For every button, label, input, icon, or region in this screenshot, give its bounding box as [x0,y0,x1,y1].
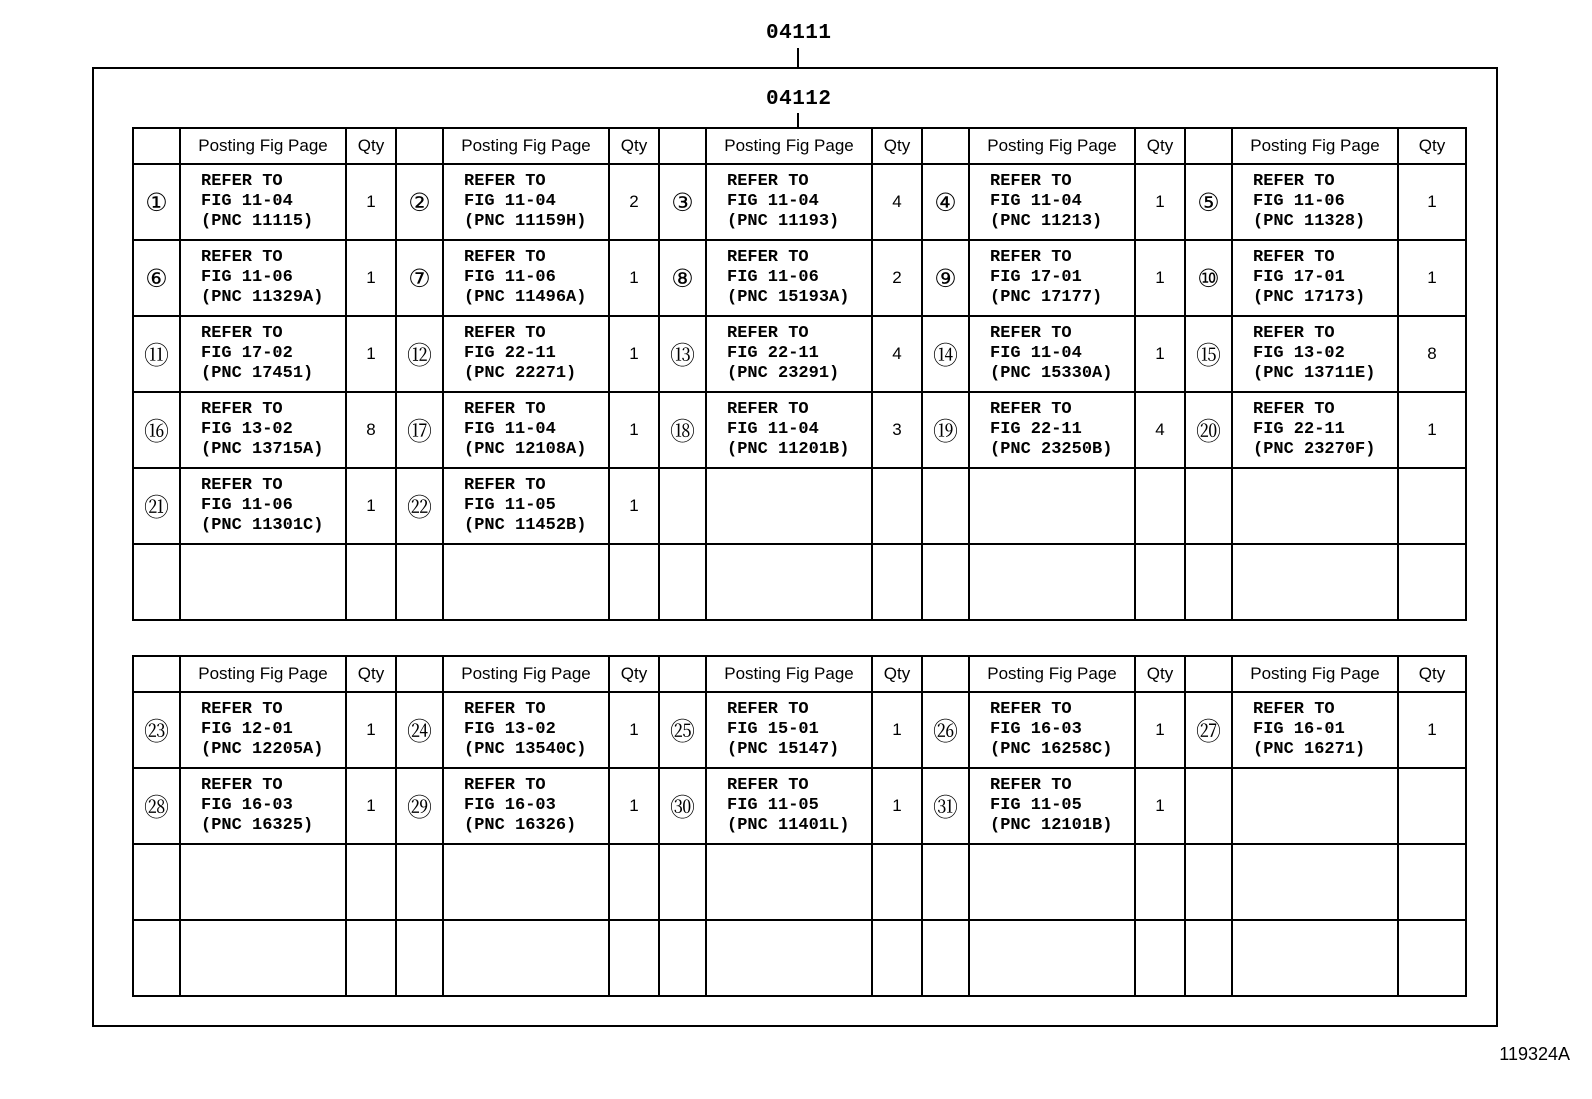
figure-code: 119324A [1499,1044,1570,1064]
parts-table-1 [132,127,1467,621]
reference-line: REFER TO [201,700,283,719]
header-qty: Qty [1135,656,1185,692]
qty-cell [1398,768,1466,844]
reference-line: (PNC 11193) [727,212,840,231]
reference-line: (PNC 13715A) [201,440,324,459]
table-row [133,692,1466,768]
reference-line: REFER TO [727,776,809,795]
header-posting-fig-page: Posting Fig Page [443,656,609,692]
reference-line: REFER TO [1253,324,1335,343]
header-posting-fig-page: Posting Fig Page [180,656,346,692]
qty-cell: 4 [872,164,922,240]
item-number: ㉒ [396,468,443,544]
reference-cell [1232,920,1398,996]
item-number: ⑯ [133,392,180,468]
header-num-cell [922,656,969,692]
header-num-cell [922,128,969,164]
item-number: ㉔ [396,692,443,768]
qty-cell [1135,844,1185,920]
reference-line: (PNC 11301C) [201,516,324,535]
reference-cell [1232,316,1398,392]
header-num-cell [659,656,706,692]
reference-line: FIG 11-06 [464,268,556,287]
reference-cell [706,768,872,844]
reference-cell [443,164,609,240]
reference-line: REFER TO [464,700,546,719]
reference-cell [180,316,346,392]
item-number [396,544,443,620]
qty-cell [609,844,659,920]
qty-cell: 1 [346,468,396,544]
qty-cell [872,844,922,920]
reference-line: REFER TO [201,776,283,795]
reference-cell [1232,844,1398,920]
header-num-cell [133,656,180,692]
reference-line: (PNC 15330A) [990,364,1113,383]
qty-cell: 2 [609,164,659,240]
reference-cell [443,692,609,768]
reference-cell [1232,692,1398,768]
item-number [396,920,443,996]
item-number: ㉖ [922,692,969,768]
item-number [922,468,969,544]
item-number: ⑰ [396,392,443,468]
qty-cell: 1 [1398,692,1466,768]
qty-cell [1135,544,1185,620]
header-num-cell [1185,656,1232,692]
item-number [1185,544,1232,620]
qty-cell: 1 [346,240,396,316]
item-number [1185,920,1232,996]
reference-line: FIG 17-01 [1253,268,1345,287]
qty-cell [609,920,659,996]
reference-line: REFER TO [1253,172,1335,191]
reference-line: FIG 11-04 [727,192,819,211]
reference-line: REFER TO [727,172,809,191]
qty-cell [872,468,922,544]
item-number: ④ [922,164,969,240]
reference-line: FIG 17-01 [990,268,1082,287]
qty-cell [1135,920,1185,996]
header-qty: Qty [346,656,396,692]
header-qty: Qty [1398,128,1466,164]
reference-line: REFER TO [990,400,1072,419]
qty-cell: 1 [1135,164,1185,240]
reference-cell [443,844,609,920]
reference-line: (PNC 15193A) [727,288,850,307]
reference-line: (PNC 12205A) [201,740,324,759]
reference-line: REFER TO [727,248,809,267]
item-number [396,844,443,920]
reference-line: (PNC 11401L) [727,816,850,835]
qty-cell [1398,920,1466,996]
reference-cell [706,164,872,240]
reference-line: REFER TO [727,324,809,343]
reference-cell [706,544,872,620]
item-number [659,844,706,920]
reference-cell [180,544,346,620]
header-qty: Qty [609,656,659,692]
item-number [1185,844,1232,920]
reference-cell [706,468,872,544]
inner-assembly-label: 04112 [766,88,832,111]
reference-line: FIG 11-06 [201,496,293,515]
header-row [133,656,1466,692]
qty-cell: 1 [609,316,659,392]
reference-cell [443,920,609,996]
qty-cell: 1 [346,164,396,240]
table-row [133,392,1466,468]
qty-cell [1398,468,1466,544]
item-number: ① [133,164,180,240]
reference-line: REFER TO [1253,400,1335,419]
header-qty: Qty [609,128,659,164]
reference-line: (PNC 17173) [1253,288,1366,307]
reference-line: FIG 16-03 [990,720,1082,739]
header-qty: Qty [346,128,396,164]
reference-line: REFER TO [990,776,1072,795]
reference-cell [1232,164,1398,240]
reference-line: REFER TO [727,400,809,419]
qty-cell [1398,544,1466,620]
header-qty: Qty [872,656,922,692]
table-row [133,316,1466,392]
qty-cell: 1 [1135,768,1185,844]
header-posting-fig-page: Posting Fig Page [1232,128,1398,164]
reference-line: REFER TO [464,248,546,267]
qty-cell: 1 [609,692,659,768]
header-qty: Qty [1398,656,1466,692]
qty-cell [346,544,396,620]
reference-line: REFER TO [464,324,546,343]
reference-line: REFER TO [1253,700,1335,719]
reference-cell [180,392,346,468]
reference-line: (PNC 16326) [464,816,577,835]
reference-cell [1232,768,1398,844]
qty-cell [1398,844,1466,920]
reference-line: (PNC 13711E) [1253,364,1376,383]
reference-cell [969,844,1135,920]
reference-line: FIG 22-11 [1253,420,1345,439]
qty-cell: 3 [872,392,922,468]
reference-line: (PNC 12101B) [990,816,1113,835]
item-number: ㉙ [396,768,443,844]
item-number [922,920,969,996]
item-number: ⑮ [1185,316,1232,392]
item-number: ⑬ [659,316,706,392]
reference-line: (PNC 16325) [201,816,314,835]
qty-cell: 1 [1398,392,1466,468]
item-number: ⑲ [922,392,969,468]
qty-cell: 1 [609,392,659,468]
reference-line: FIG 11-04 [990,192,1082,211]
header-num-cell [396,128,443,164]
qty-cell [346,844,396,920]
reference-line: REFER TO [990,324,1072,343]
reference-line: REFER TO [990,172,1072,191]
item-number: ㉓ [133,692,180,768]
item-number [659,468,706,544]
header-posting-fig-page: Posting Fig Page [706,128,872,164]
header-num-cell [396,656,443,692]
reference-line: FIG 13-02 [464,720,556,739]
item-number [922,844,969,920]
reference-line: (PNC 11496A) [464,288,587,307]
reference-line: REFER TO [464,776,546,795]
reference-line: (PNC 11201B) [727,440,850,459]
reference-cell [1232,392,1398,468]
qty-cell: 4 [872,316,922,392]
reference-cell [443,468,609,544]
reference-line: REFER TO [464,400,546,419]
header-posting-fig-page: Posting Fig Page [706,656,872,692]
reference-cell [180,920,346,996]
item-number: ⑭ [922,316,969,392]
item-number: ⑳ [1185,392,1232,468]
qty-cell: 1 [1398,164,1466,240]
qty-cell: 8 [1398,316,1466,392]
reference-line: (PNC 11329A) [201,288,324,307]
reference-line: REFER TO [990,248,1072,267]
reference-line: FIG 22-11 [727,344,819,363]
item-number: ㉑ [133,468,180,544]
reference-line: REFER TO [201,172,283,191]
reference-cell [706,920,872,996]
reference-cell [969,692,1135,768]
reference-line: (PNC 23270F) [1253,440,1376,459]
item-number [922,544,969,620]
item-number: ⑪ [133,316,180,392]
reference-cell [1232,544,1398,620]
reference-line: (PNC 23291) [727,364,840,383]
reference-line: FIG 11-05 [464,496,556,515]
item-number [1185,468,1232,544]
item-number [659,544,706,620]
reference-line: (PNC 16258C) [990,740,1113,759]
header-num-cell [659,128,706,164]
reference-line: FIG 11-05 [727,796,819,815]
item-number: ⑥ [133,240,180,316]
reference-line: REFER TO [1253,248,1335,267]
reference-line: FIG 13-02 [201,420,293,439]
outer-assembly-label: 04111 [766,22,832,45]
reference-line: (PNC 22271) [464,364,577,383]
reference-line: REFER TO [464,172,546,191]
item-number [133,920,180,996]
reference-cell [180,240,346,316]
reference-cell [180,692,346,768]
reference-line: FIG 13-02 [1253,344,1345,363]
table-row [133,544,1466,620]
reference-cell [180,164,346,240]
table-row [133,468,1466,544]
reference-line: REFER TO [727,700,809,719]
item-number: ㉗ [1185,692,1232,768]
qty-cell: 1 [609,240,659,316]
reference-line: (PNC 11159H) [464,212,587,231]
item-number [1185,768,1232,844]
reference-cell [1232,240,1398,316]
item-number: ⑫ [396,316,443,392]
reference-line: (PNC 17177) [990,288,1103,307]
item-number [133,844,180,920]
table-row [133,920,1466,996]
reference-cell [180,768,346,844]
reference-line: FIG 22-11 [990,420,1082,439]
qty-cell: 1 [346,768,396,844]
qty-cell: 1 [1135,692,1185,768]
reference-cell [180,468,346,544]
reference-line: (PNC 12108A) [464,440,587,459]
reference-line: (PNC 11115) [201,212,314,231]
reference-line: REFER TO [201,476,283,495]
reference-cell [969,316,1135,392]
reference-cell [706,692,872,768]
reference-line: REFER TO [201,248,283,267]
qty-cell: 1 [872,692,922,768]
reference-line: FIG 16-01 [1253,720,1345,739]
reference-line: (PNC 23250B) [990,440,1113,459]
parts-table-2 [132,655,1467,997]
qty-cell: 1 [346,692,396,768]
reference-cell [443,544,609,620]
reference-cell [969,544,1135,620]
header-qty: Qty [872,128,922,164]
reference-line: REFER TO [990,700,1072,719]
reference-line: FIG 11-04 [990,344,1082,363]
reference-cell [969,468,1135,544]
qty-cell: 1 [1135,240,1185,316]
outer-leader-line [797,48,799,67]
reference-cell [180,844,346,920]
reference-line: FIG 11-06 [201,268,293,287]
qty-cell: 8 [346,392,396,468]
reference-line: FIG 11-04 [464,192,556,211]
item-number: ⑦ [396,240,443,316]
item-number: ㉕ [659,692,706,768]
reference-line: (PNC 16271) [1253,740,1366,759]
reference-line: FIG 11-06 [1253,192,1345,211]
qty-cell: 1 [609,468,659,544]
qty-cell [346,920,396,996]
item-number: ⑩ [1185,240,1232,316]
header-posting-fig-page: Posting Fig Page [969,128,1135,164]
reference-line: FIG 11-04 [727,420,819,439]
reference-line: FIG 12-01 [201,720,293,739]
qty-cell: 1 [1135,316,1185,392]
reference-line: (PNC 11328) [1253,212,1366,231]
item-number: ㉚ [659,768,706,844]
item-number: ② [396,164,443,240]
reference-line: (PNC 11213) [990,212,1103,231]
reference-cell [969,920,1135,996]
item-number: ⑨ [922,240,969,316]
reference-cell [706,392,872,468]
qty-cell [609,544,659,620]
table-row [133,164,1466,240]
item-number: ⑱ [659,392,706,468]
reference-cell [706,844,872,920]
reference-line: FIG 16-03 [464,796,556,815]
header-posting-fig-page: Posting Fig Page [969,656,1135,692]
qty-cell: 1 [609,768,659,844]
reference-line: (PNC 11452B) [464,516,587,535]
header-num-cell [133,128,180,164]
item-number: ㉘ [133,768,180,844]
reference-line: REFER TO [201,400,283,419]
header-posting-fig-page: Posting Fig Page [1232,656,1398,692]
reference-cell [969,164,1135,240]
reference-line: FIG 11-06 [727,268,819,287]
reference-cell [706,316,872,392]
table-row [133,844,1466,920]
item-number: ⑤ [1185,164,1232,240]
qty-cell [872,920,922,996]
qty-cell: 2 [872,240,922,316]
item-number [659,920,706,996]
reference-cell [969,392,1135,468]
item-number: ㉛ [922,768,969,844]
qty-cell [872,544,922,620]
reference-line: REFER TO [464,476,546,495]
item-number: ③ [659,164,706,240]
header-posting-fig-page: Posting Fig Page [180,128,346,164]
table-row [133,768,1466,844]
reference-line: FIG 11-04 [201,192,293,211]
qty-cell: 1 [872,768,922,844]
reference-line: REFER TO [201,324,283,343]
inner-leader-line [797,113,799,128]
table-row [133,240,1466,316]
reference-line: FIG 22-11 [464,344,556,363]
reference-line: (PNC 13540C) [464,740,587,759]
qty-cell: 4 [1135,392,1185,468]
item-number [133,544,180,620]
header-posting-fig-page: Posting Fig Page [443,128,609,164]
reference-cell [443,768,609,844]
reference-cell [969,240,1135,316]
item-number: ⑧ [659,240,706,316]
header-qty: Qty [1135,128,1185,164]
reference-cell [1232,468,1398,544]
qty-cell: 1 [1398,240,1466,316]
reference-cell [443,392,609,468]
reference-line: FIG 15-01 [727,720,819,739]
reference-line: FIG 16-03 [201,796,293,815]
qty-cell [1135,468,1185,544]
reference-line: FIG 11-05 [990,796,1082,815]
reference-cell [443,240,609,316]
reference-line: (PNC 15147) [727,740,840,759]
reference-cell [443,316,609,392]
header-num-cell [1185,128,1232,164]
reference-line: (PNC 17451) [201,364,314,383]
reference-cell [706,240,872,316]
header-row [133,128,1466,164]
reference-line: FIG 17-02 [201,344,293,363]
qty-cell: 1 [346,316,396,392]
reference-cell [969,768,1135,844]
reference-line: FIG 11-04 [464,420,556,439]
